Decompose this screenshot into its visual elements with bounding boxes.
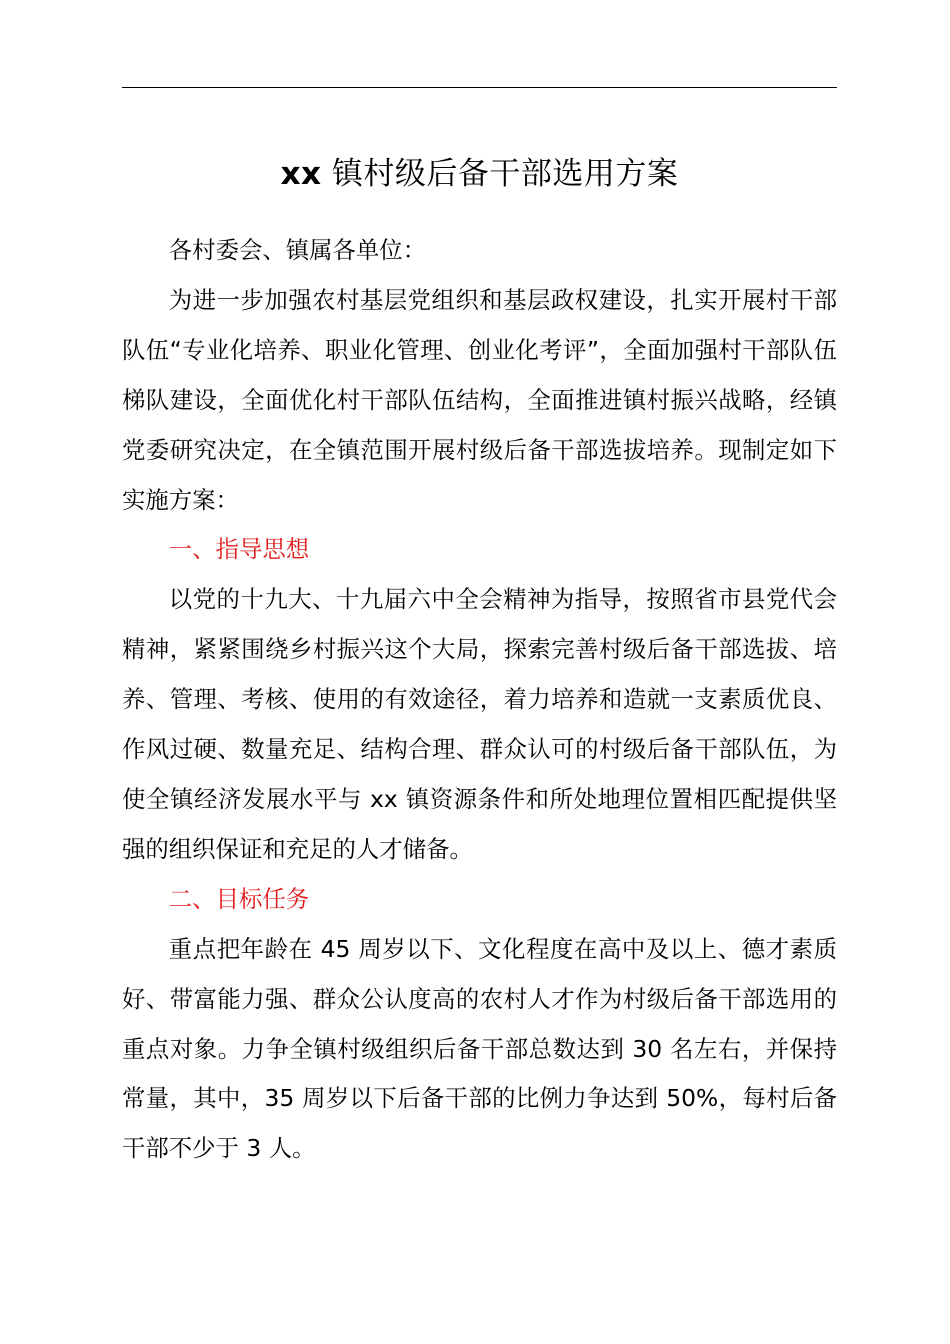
intro-paragraph: 为进一步加强农村基层党组织和基层政权建设，扎实开展村干部队伍“专业化培养、职业化管理、创业化考评”，全面加强村干部队伍梯队建设，全面优化村干部队伍结构，全面推进镇村振兴战略，经镇党委研究决定，在全镇范围开展村级后备干部选拔培养。现制定如下实施方案： — [122, 285, 837, 514]
title-text: 镇村级后备干部选用方案 — [321, 156, 679, 192]
page-title — [122, 150, 837, 198]
header-rule — [122, 87, 837, 88]
section-heading-guiding-ideology: 一、指导思想 — [168, 535, 310, 564]
section-body-guiding-ideology: 以党的十九大、十九届六中全会精神为指导，按照省市县党代会精神，紧紧围绕乡村振兴这个大局，探索完善村级后备干部选拔、培养、管理、考核、使用的有效途径，着力培养和造就一支素质优良、作风过硬、数量充足、结构合理、群众认可的村级后备干部队伍，为使全镇经济发展水平与 xx 镇资源条件和所处地理位置相匹配提供坚强的组织保证和充足的人才储备。 — [122, 585, 837, 863]
salutation: 各村委会、镇属各单位： — [168, 236, 427, 264]
section-body-goals: 重点把年龄在 45 周岁以下、文化程度在高中及以上、德才素质好、带富能力强、群众公认度高的农村人才作为村级后备干部选用的重点对象。力争全镇村级组织后备干部总数达到 30 名左右，并保持常量，其中，35 周岁以下后备干部的比例力争达到 50%，每村后备干部不少于 3 人。 — [122, 934, 837, 1163]
document-body — [122, 226, 837, 1174]
title-prefix: xx — [280, 156, 322, 192]
section-heading-goals: 二、目标任务 — [168, 884, 310, 913]
